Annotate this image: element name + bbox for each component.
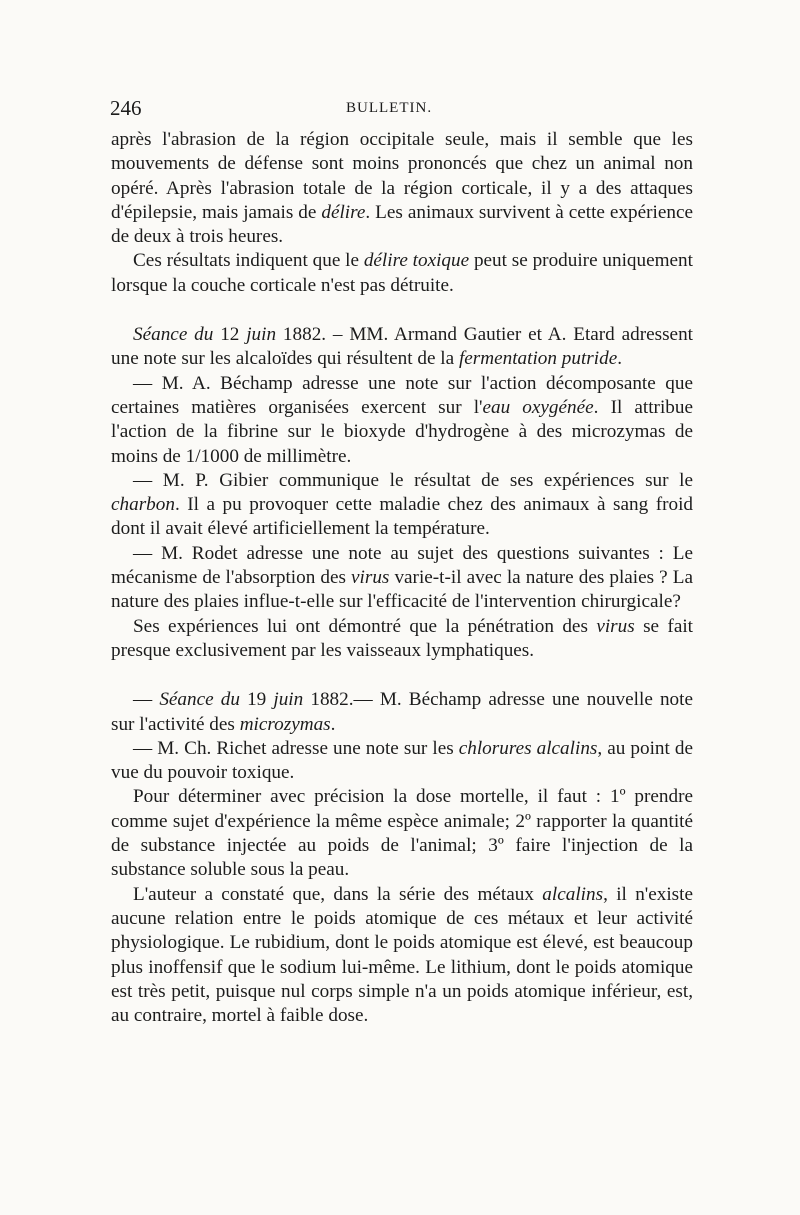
paragraph-delire-toxique: Ces résultats indiquent que le délire toxique peut se produire uniquement lorsque la couche corticale n'est pas détruite.: [111, 250, 693, 296]
paragraph-seance-19-juin: — Séance du 19 juin 1882.— M. Béchamp adresse une nouvelle note sur l'activité des microzymas.: [111, 689, 694, 735]
page-number: 246: [110, 96, 142, 120]
paragraph-dose-mortelle: Pour déterminer avec précision la dose mortelle, il faut : 1º prendre comme sujet d'expérience la même espèce animale; 2º rapporter la quantité de substance injectée au poids de l'animal; 3º faire l'injection de la substance soluble sous la peau.: [111, 786, 693, 881]
paragraph-seance-12-juin: Séance du 12 juin 1882. – MM. Armand Gautier et A. Etard adressent une note sur les alcaloïdes qui résultent de la fermentation putride.: [111, 324, 693, 370]
paragraph-bechamp-eau-oxygenee: — M. A. Béchamp adresse une note sur l'action décomposante que certaines matières organisées exercent sur l'eau oxygénée. Il attribue l'action de la fibrine sur le bioxyde d'hydrogène à des microzymas de moins de 1/1000 de millimètre.: [111, 372, 693, 467]
paragraph-gibier-charbon: — M. P. Gibier communique le résultat de ses expériences sur le charbon. Il a pu provoquer cette maladie chez des animaux à sang froid dont il avait élevé artificiellement la température.: [111, 469, 693, 540]
paragraph-abrasion: après l'abrasion de la région occipitale seule, mais il semble que les mouvements de défense sont moins prononcés que chez un animal non opéré. Après l'abrasion totale de la région corticale, il y a des attaques d'épilepsie, mais jamais de délire. Les animaux survivent à cette expérience de deux à trois heures.: [111, 129, 693, 248]
paragraph-metaux-alcalins: L'auteur a constaté que, dans la série des métaux alcalins, il n'existe aucune relation entre le poids atomique de ces métaux et leur activité physiologique. Le rubidium, dont le poids atomique est élevé, est beaucoup plus inoffensif que le sodium lui-même. Le lithium, dont le poids atomique est très petit, puisque nul corps simple n'a un poids atomique inférieur, est, au contraire, mortel à faible dose.: [111, 883, 693, 1027]
running-title: BULLETIN.: [346, 100, 433, 116]
paragraph-vaisseaux-lymphatiques: Ses expériences lui ont démontré que la pénétration des virus se fait presque exclusivement par les vaisseaux lymphatiques.: [111, 615, 693, 661]
paragraph-richet-chlorures: — M. Ch. Richet adresse une note sur les chlorures alcalins, au point de vue du pouvoir toxique.: [111, 737, 693, 784]
page-header: [110, 96, 695, 126]
paragraph-rodet-virus: — M. Rodet adresse une note au sujet des questions suivantes : Le mécanisme de l'absorption des virus varie-t-il avec la nature des plaies ? La nature des plaies influe-t-elle sur l'efficacité de l'intervention chirurgicale?: [111, 542, 693, 613]
page-body: [111, 128, 693, 1028]
